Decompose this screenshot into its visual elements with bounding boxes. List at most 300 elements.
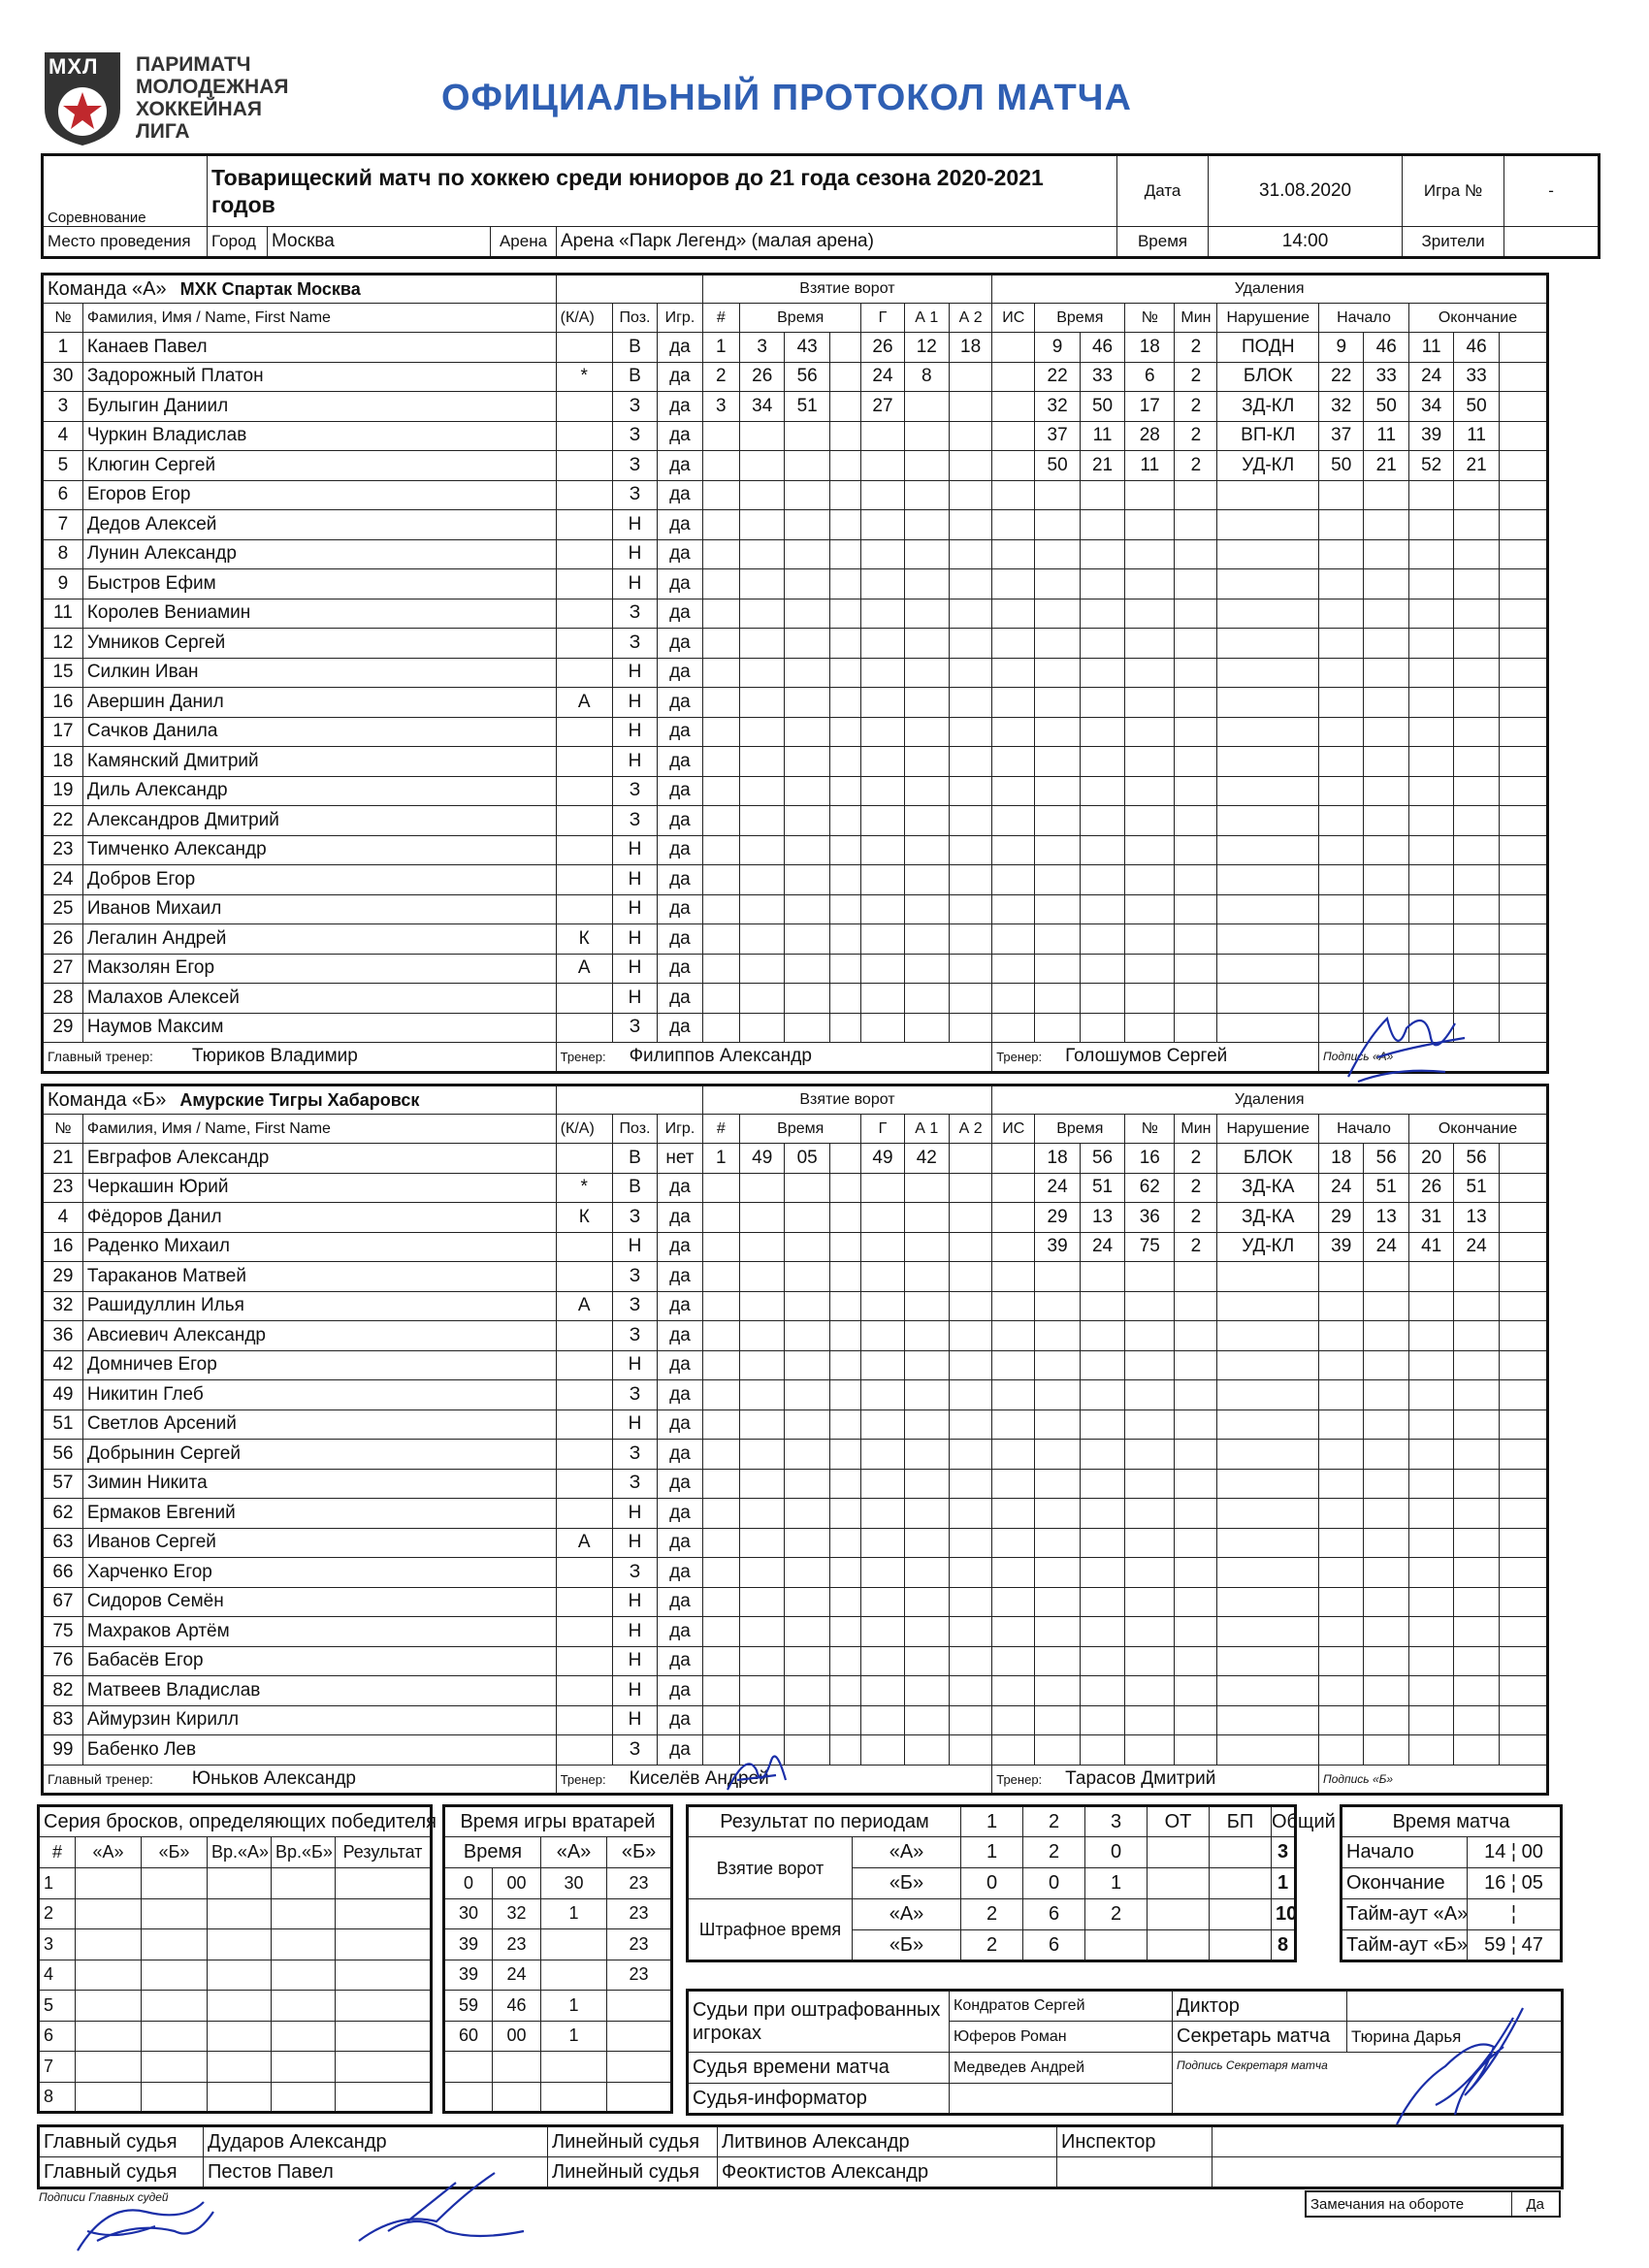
- goal-is: [992, 1558, 1035, 1588]
- pen-infraction: [1217, 894, 1319, 924]
- league-logo: [43, 50, 122, 147]
- goal-min: [739, 806, 784, 836]
- shootout-table: [37, 1804, 436, 2114]
- goal-is: [992, 835, 1035, 865]
- player-name: Светлов Арсений: [82, 1409, 556, 1440]
- goal-min: [739, 924, 784, 955]
- player-position: Н: [612, 1617, 657, 1647]
- pen-pad: [1499, 1646, 1547, 1676]
- goal-a2: [950, 1617, 992, 1647]
- goal-index: [702, 1528, 739, 1558]
- pen-sec: [1080, 1469, 1124, 1499]
- goal-scorer: 24: [861, 362, 904, 392]
- pen-start-min: [1319, 1262, 1364, 1292]
- goal-scorer: [861, 747, 904, 777]
- shootout-cell: [76, 2052, 142, 2083]
- goal-pad: [829, 747, 861, 777]
- goalie-sec: 46: [493, 1991, 541, 2022]
- goal-scorer: 26: [861, 333, 904, 363]
- goal-index: [702, 1558, 739, 1588]
- goal-scorer: [861, 1617, 904, 1647]
- pen-player: [1125, 1558, 1175, 1588]
- goal-a2: [949, 510, 991, 540]
- goal-pad: [829, 924, 861, 955]
- secretary: Тюрина Дарья: [1347, 2022, 1563, 2053]
- shootout-cell: [142, 1929, 208, 1960]
- goal-is: [992, 894, 1035, 924]
- goal-sec: [785, 688, 829, 718]
- pen-start-sec: [1364, 629, 1408, 659]
- col-g-is: ИС: [992, 304, 1035, 333]
- goal-min: [740, 1321, 785, 1351]
- head-coach-row: [43, 1043, 557, 1073]
- pen-end-min: [1408, 1440, 1453, 1470]
- player-row: [43, 1144, 1548, 1174]
- player-name: Домничев Егор: [82, 1350, 556, 1380]
- team-name: МХК Спартак Москва: [179, 278, 361, 299]
- goal-min: [740, 1409, 785, 1440]
- player-number: 12: [43, 629, 83, 659]
- goal-index: [702, 421, 739, 451]
- pen-start-min: [1319, 1735, 1364, 1766]
- player-row: [43, 1173, 1548, 1203]
- pen-end-sec: [1454, 1617, 1499, 1647]
- player-role: А: [556, 688, 612, 718]
- pen-minutes: [1175, 1528, 1217, 1558]
- goal-a2: [949, 421, 991, 451]
- player-number: 30: [43, 362, 83, 392]
- goal-sec: [785, 1291, 829, 1321]
- pen-end-min: [1408, 510, 1453, 540]
- shootout-cell: [272, 2021, 336, 2052]
- pen-minutes: [1175, 1262, 1217, 1292]
- goal-scorer: [861, 1409, 904, 1440]
- shootout-cell: [336, 2082, 432, 2113]
- pen-end-min: 34: [1408, 392, 1453, 422]
- player-number: 82: [43, 1676, 83, 1706]
- goal-scorer: [861, 599, 904, 629]
- goal-pad: [829, 1291, 861, 1321]
- pen-start-sec: [1364, 1617, 1408, 1647]
- pen-minutes: [1175, 924, 1217, 955]
- pen-pad: [1499, 894, 1547, 924]
- shootout-cell: [336, 2021, 432, 2052]
- goal-is: [992, 510, 1035, 540]
- penalties-title: Удаления: [992, 275, 1548, 304]
- period-value: 1: [1272, 1868, 1296, 1899]
- pen-end-min: [1408, 1617, 1453, 1647]
- goal-min: [740, 1676, 785, 1706]
- pen-infraction: [1217, 599, 1319, 629]
- pen-start-min: [1319, 1705, 1364, 1735]
- goals-title: Взятие ворот: [702, 275, 992, 304]
- pen-start-min: 37: [1319, 421, 1364, 451]
- pen-start-sec: [1364, 924, 1408, 955]
- goal-scorer: [861, 451, 904, 481]
- pen-minutes: [1175, 629, 1217, 659]
- goal-a1: [904, 421, 949, 451]
- player-name: Камянский Дмитрий: [82, 747, 556, 777]
- shootout-cell: [336, 1960, 432, 1991]
- goal-pad: [829, 1350, 861, 1380]
- pen-start-min: [1319, 865, 1364, 895]
- goal-is: [992, 1262, 1035, 1292]
- player-row: [43, 1409, 1548, 1440]
- timeout-b-sec: 47: [1521, 1933, 1543, 1956]
- shootout-cell: [208, 2021, 272, 2052]
- city-label: Город: [208, 227, 268, 258]
- pen-end-sec: [1454, 1528, 1499, 1558]
- player-played: да: [658, 510, 702, 540]
- player-name: Клюгин Сергей: [82, 451, 556, 481]
- goal-a2: [949, 629, 991, 659]
- pen-end-sec: 46: [1454, 333, 1499, 363]
- pen-end-min: 31: [1408, 1203, 1453, 1233]
- player-played: да: [658, 1321, 702, 1351]
- pen-sec: [1080, 806, 1124, 836]
- team-tag: «А»: [853, 1837, 961, 1868]
- pen-end-min: [1408, 1528, 1453, 1558]
- pen-end-min: [1408, 1350, 1453, 1380]
- goal-a2: [950, 1735, 992, 1766]
- pen-minutes: [1175, 865, 1217, 895]
- match-time-title: Время матча: [1342, 1806, 1562, 1837]
- goalie-sec: 00: [493, 2021, 541, 2052]
- head-coach: Юньков Александр: [191, 1767, 356, 1789]
- pen-pad: [1499, 984, 1547, 1014]
- pen-player: [1125, 894, 1175, 924]
- goal-scorer: [861, 1440, 904, 1470]
- goal-a1: [904, 1587, 949, 1617]
- pen-sec: [1080, 1705, 1124, 1735]
- shootout-cell: [76, 1868, 142, 1899]
- pen-end-sec: [1454, 835, 1499, 865]
- goal-a1: [904, 776, 949, 806]
- goal-sec: [785, 865, 829, 895]
- goalie-row: [444, 2021, 672, 2052]
- pen-min: [1035, 1676, 1080, 1706]
- col-p-end: Окончание: [1408, 1115, 1547, 1144]
- goal-sec: [785, 776, 829, 806]
- pen-min: [1035, 954, 1080, 984]
- pen-end-min: [1408, 599, 1453, 629]
- goal-is: [992, 1705, 1035, 1735]
- goal-sec: [785, 1232, 829, 1262]
- goalie-a: 1: [541, 2021, 607, 2052]
- pen-end-sec: [1454, 1262, 1499, 1292]
- pen-player: [1125, 1528, 1175, 1558]
- period-value: 6: [1023, 1930, 1085, 1961]
- goal-a2: [950, 1203, 992, 1233]
- signature-ref-2: [349, 2154, 534, 2251]
- competition: Товарищеский матч по хоккею среди юниоров до 21 года сезона 2020-2021 годов: [208, 155, 1117, 227]
- goal-scorer: [861, 1203, 904, 1233]
- pen-pad: [1499, 1735, 1547, 1766]
- period-value: [1148, 1868, 1210, 1899]
- pen-pad: [1499, 747, 1547, 777]
- pen-minutes: 2: [1175, 333, 1217, 363]
- pen-pad: [1499, 924, 1547, 955]
- player-position: З: [612, 451, 657, 481]
- team-label-text: Команда «А»: [48, 277, 167, 300]
- goal-a1: [904, 599, 949, 629]
- shootout-cell: [76, 2082, 142, 2113]
- pen-end-min: [1408, 1558, 1453, 1588]
- player-played: да: [658, 1587, 702, 1617]
- goal-pad: [829, 806, 861, 836]
- goal-pad: [829, 1409, 861, 1440]
- player-role: [556, 658, 612, 688]
- player-played: да: [658, 1705, 702, 1735]
- pen-pad: [1499, 451, 1547, 481]
- pen-pad: [1499, 688, 1547, 718]
- goal-index: [702, 1203, 739, 1233]
- coach-label: Тренер:: [560, 1050, 606, 1065]
- goal-index: [702, 984, 739, 1014]
- shootout-idx: 2: [39, 1898, 76, 1929]
- pen-end-sec: [1454, 806, 1499, 836]
- player-row: [43, 747, 1548, 777]
- player-played: да: [658, 362, 702, 392]
- pen-start-sec: 11: [1364, 421, 1408, 451]
- player-row: [43, 1203, 1548, 1233]
- pen-start-sec: [1364, 1528, 1408, 1558]
- player-position: Н: [612, 1587, 657, 1617]
- team-label: [43, 275, 557, 304]
- goal-pad: [829, 1676, 861, 1706]
- player-played: да: [658, 658, 702, 688]
- player-role: [556, 1469, 612, 1499]
- pen-end-min: 24: [1408, 362, 1453, 392]
- referee-2: Пестов Павел: [204, 2157, 548, 2188]
- goal-min: [739, 747, 784, 777]
- pen-pad: [1499, 1380, 1547, 1410]
- referees-table: [37, 2124, 1564, 2189]
- pen-start-min: [1319, 747, 1364, 777]
- pen-infraction: [1217, 717, 1319, 747]
- pen-infraction: ЗД-КА: [1217, 1173, 1319, 1203]
- period-row: [688, 1899, 1296, 1930]
- player-role: [556, 510, 612, 540]
- goal-index: [702, 510, 739, 540]
- pen-start-sec: [1364, 1350, 1408, 1380]
- pen-start-min: [1319, 894, 1364, 924]
- penbox-label: Судьи при оштрафованных игроках: [688, 1991, 950, 2053]
- pen-end-min: 26: [1408, 1173, 1453, 1203]
- goal-pad: [829, 688, 861, 718]
- goal-index: [702, 894, 739, 924]
- goal-pad: [829, 717, 861, 747]
- pen-player: 17: [1125, 392, 1175, 422]
- pen-start-min: [1319, 510, 1364, 540]
- goal-is: [992, 392, 1035, 422]
- player-number: 27: [43, 954, 83, 984]
- pen-pad: [1499, 362, 1547, 392]
- goal-scorer: [861, 421, 904, 451]
- pen-start-min: 39: [1319, 1232, 1364, 1262]
- document-title: ОФИЦИАЛЬНЫЙ ПРОТОКОЛ МАТЧА: [441, 78, 1132, 118]
- goal-scorer: [861, 688, 904, 718]
- pen-player: [1125, 510, 1175, 540]
- goal-pad: [829, 1587, 861, 1617]
- pen-infraction: [1217, 1676, 1319, 1706]
- player-position: Н: [612, 1528, 657, 1558]
- goalie-min: [444, 2082, 493, 2113]
- pen-start-min: [1319, 1499, 1364, 1529]
- player-row: [43, 1587, 1548, 1617]
- goal-scorer: [861, 1646, 904, 1676]
- player-position: З: [612, 1321, 657, 1351]
- goal-pad: [829, 1380, 861, 1410]
- goal-is: [992, 658, 1035, 688]
- pen-player: [1125, 1262, 1175, 1292]
- pen-sec: 24: [1080, 1232, 1124, 1262]
- player-name: Добров Егор: [82, 865, 556, 895]
- player-role: А: [556, 1291, 612, 1321]
- player-row: [43, 1617, 1548, 1647]
- player-played: да: [658, 1232, 702, 1262]
- goal-pad: [829, 362, 861, 392]
- pen-end-min: [1408, 1291, 1453, 1321]
- player-number: 32: [43, 1291, 83, 1321]
- goal-sec: [785, 1321, 829, 1351]
- player-name: Аймурзин Кирилл: [82, 1705, 556, 1735]
- shootout-cell: [336, 1991, 432, 2022]
- goal-is: [992, 1676, 1035, 1706]
- coach-row-2: [992, 1043, 1319, 1073]
- period-value: 1: [961, 1837, 1023, 1868]
- goal-pad: [829, 1705, 861, 1735]
- period-value: 1: [1085, 1868, 1148, 1899]
- goal-index: [702, 1232, 739, 1262]
- goalie-row: [444, 1991, 672, 2022]
- player-role: [556, 1380, 612, 1410]
- goal-a2: [950, 1409, 992, 1440]
- goal-is: [992, 776, 1035, 806]
- pen-pad: [1499, 569, 1547, 599]
- pen-minutes: [1175, 954, 1217, 984]
- player-role: [556, 984, 612, 1014]
- goal-index: [702, 569, 739, 599]
- player-role: А: [556, 1528, 612, 1558]
- remarks-box: [1305, 2190, 1561, 2218]
- goal-min: [740, 1705, 785, 1735]
- player-number: 76: [43, 1646, 83, 1676]
- ref-label-1: Главный судья: [39, 2126, 204, 2157]
- pen-start-sec: [1364, 717, 1408, 747]
- goal-a1: [904, 1646, 949, 1676]
- goal-sec: 05: [785, 1144, 829, 1174]
- pen-min: [1035, 1528, 1080, 1558]
- goal-scorer: [861, 924, 904, 955]
- goal-sec: [785, 1350, 829, 1380]
- goalie-sec: 24: [493, 1960, 541, 1991]
- pen-start-min: [1319, 806, 1364, 836]
- goal-a1: [904, 894, 949, 924]
- pen-end-min: [1408, 1646, 1453, 1676]
- pen-minutes: [1175, 658, 1217, 688]
- pen-sec: 46: [1080, 333, 1124, 363]
- player-row: [43, 1350, 1548, 1380]
- pen-infraction: [1217, 806, 1319, 836]
- goal-a1: [904, 806, 949, 836]
- pen-player: [1125, 599, 1175, 629]
- goal-sec: [785, 1528, 829, 1558]
- player-played: да: [658, 1499, 702, 1529]
- goalie-a: 1: [541, 1898, 607, 1929]
- goal-scorer: [861, 776, 904, 806]
- pen-minutes: 2: [1175, 421, 1217, 451]
- player-role: [556, 599, 612, 629]
- shootout-cell: [142, 2082, 208, 2113]
- pen-sec: [1080, 1409, 1124, 1440]
- pen-pad: [1499, 717, 1547, 747]
- pen-start-sec: 50: [1364, 392, 1408, 422]
- pen-sec: 51: [1080, 1173, 1124, 1203]
- pen-pad: [1499, 835, 1547, 865]
- goal-index: 1: [702, 333, 739, 363]
- pen-sec: [1080, 510, 1124, 540]
- pen-player: [1125, 1013, 1175, 1043]
- player-number: 22: [43, 806, 83, 836]
- pen-infraction: [1217, 954, 1319, 984]
- player-role: [556, 451, 612, 481]
- pen-sec: 21: [1080, 451, 1124, 481]
- player-role: [556, 1262, 612, 1292]
- linesman-1: Литвинов Александр: [718, 2126, 1057, 2157]
- pen-end-min: 52: [1408, 451, 1453, 481]
- goal-a2: [949, 688, 991, 718]
- player-name: Чуркин Владислав: [82, 421, 556, 451]
- coach-label-2: Тренер:: [996, 1771, 1043, 1787]
- goal-a1: [904, 569, 949, 599]
- pen-start-min: [1319, 539, 1364, 569]
- pen-sec: [1080, 1291, 1124, 1321]
- pen-start-sec: [1364, 835, 1408, 865]
- goal-min: [739, 894, 784, 924]
- player-row: [43, 1321, 1548, 1351]
- goal-pad: [829, 776, 861, 806]
- pen-end-sec: 13: [1454, 1203, 1499, 1233]
- pen-player: [1125, 688, 1175, 718]
- pen-pad: [1499, 1232, 1547, 1262]
- pen-min: 32: [1035, 392, 1080, 422]
- pen-start-min: [1319, 1409, 1364, 1440]
- pen-minutes: [1175, 1499, 1217, 1529]
- pen-minutes: [1175, 1646, 1217, 1676]
- pen-start-sec: [1364, 894, 1408, 924]
- pen-minutes: 2: [1175, 1203, 1217, 1233]
- goal-index: [702, 539, 739, 569]
- pen-pad: [1499, 629, 1547, 659]
- period-value: 6: [1023, 1899, 1085, 1930]
- pen-min: [1035, 1735, 1080, 1766]
- player-row: [43, 451, 1548, 481]
- period-value: [1148, 1899, 1210, 1930]
- player-row: [43, 1380, 1548, 1410]
- team-sign-label: Подпись «Б»: [1319, 1765, 1548, 1795]
- pen-end-sec: [1454, 1409, 1499, 1440]
- pen-infraction: [1217, 1013, 1319, 1043]
- goal-sec: [785, 1203, 829, 1233]
- col-g-a2: А 2: [949, 304, 991, 333]
- goal-is: [992, 1440, 1035, 1470]
- timeout-b-min: 59: [1484, 1933, 1506, 1956]
- player-number: 16: [43, 1232, 83, 1262]
- player-role: [556, 1587, 612, 1617]
- pen-minutes: [1175, 569, 1217, 599]
- pen-minutes: [1175, 1440, 1217, 1470]
